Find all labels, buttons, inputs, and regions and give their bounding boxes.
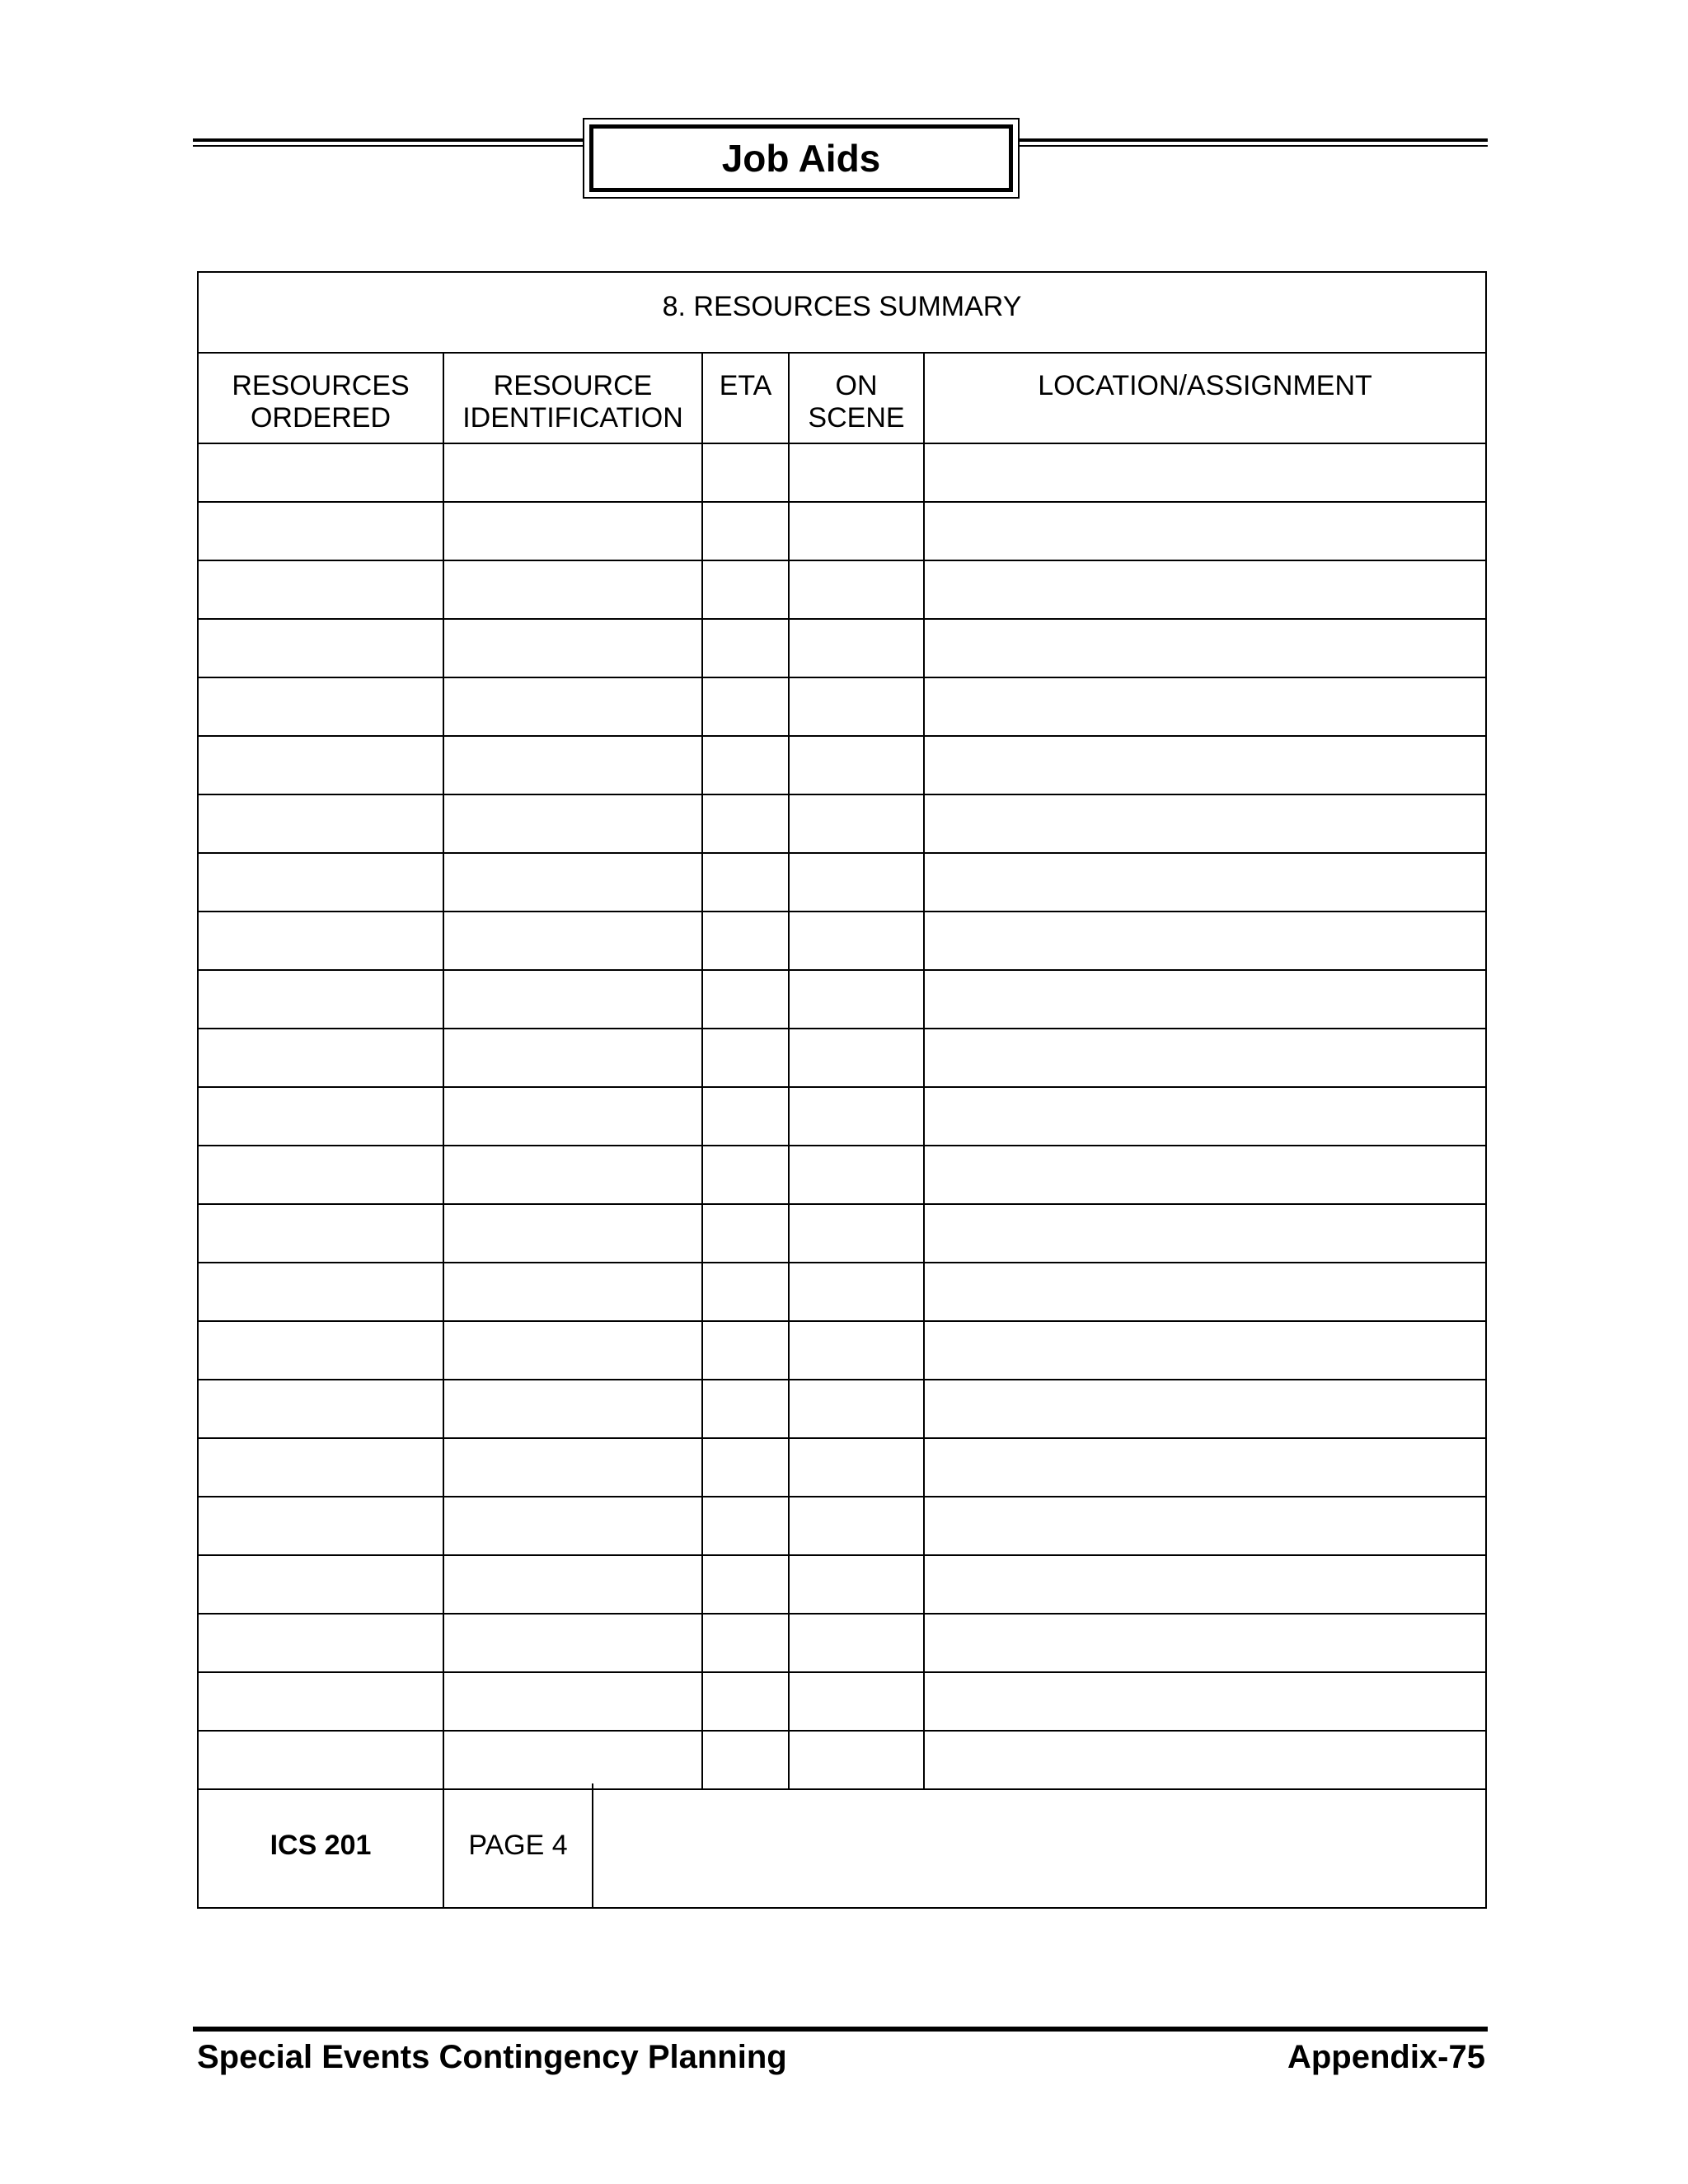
cell-eta[interactable] (702, 1087, 789, 1146)
cell-eta[interactable] (702, 1263, 789, 1321)
cell-on-scene[interactable] (789, 560, 924, 619)
table-row (198, 794, 1486, 853)
col-header-on-scene (789, 353, 924, 443)
page-title: Job Aids (589, 124, 1013, 192)
cell-resources-ordered[interactable] (198, 677, 443, 736)
cell-location-assignment[interactable] (924, 794, 1486, 853)
cell-on-scene[interactable] (789, 1614, 924, 1672)
col-header-resources-ordered (198, 353, 443, 443)
cell-resource-identification[interactable] (443, 1497, 702, 1555)
form-footer-table (197, 1783, 1487, 1909)
cell-location-assignment[interactable] (924, 1555, 1486, 1614)
cell-resources-ordered[interactable] (198, 1087, 443, 1146)
cell-resources-ordered[interactable] (198, 1204, 443, 1263)
cell-on-scene[interactable] (789, 1321, 924, 1380)
table-row (198, 912, 1486, 970)
cell-location-assignment[interactable] (924, 1438, 1486, 1497)
col-header-line: RESOURCE (493, 370, 653, 401)
header-title-box (583, 118, 1020, 199)
cell-on-scene[interactable] (789, 912, 924, 970)
cell-on-scene[interactable] (789, 443, 924, 502)
cell-on-scene[interactable] (789, 1380, 924, 1438)
cell-eta[interactable] (702, 677, 789, 736)
footer-document-title: Special Events Contingency Planning (197, 2039, 787, 2075)
cell-on-scene[interactable] (789, 1146, 924, 1204)
form-page-label: PAGE 4 (443, 1783, 593, 1908)
cell-eta[interactable] (702, 912, 789, 970)
cell-location-assignment[interactable] (924, 1263, 1486, 1321)
cell-eta[interactable] (702, 619, 789, 677)
cell-eta[interactable] (702, 560, 789, 619)
cell-resource-identification[interactable] (443, 1555, 702, 1614)
table-row (198, 1497, 1486, 1555)
cell-resources-ordered[interactable] (198, 1438, 443, 1497)
cell-location-assignment[interactable] (924, 1321, 1486, 1380)
table-row (198, 1321, 1486, 1380)
cell-eta[interactable] (702, 1029, 789, 1087)
cell-on-scene[interactable] (789, 853, 924, 912)
column-header-row (198, 353, 1486, 443)
cell-resource-identification[interactable] (443, 1204, 702, 1263)
cell-eta[interactable] (702, 1438, 789, 1497)
table-row (198, 1555, 1486, 1614)
cell-resources-ordered[interactable] (198, 619, 443, 677)
cell-resources-ordered[interactable] (198, 853, 443, 912)
cell-resources-ordered[interactable] (198, 1731, 443, 1789)
col-header-location-assignment (924, 353, 1486, 443)
cell-resources-ordered[interactable] (198, 443, 443, 502)
cell-resource-identification[interactable] (443, 970, 702, 1029)
cell-resource-identification[interactable] (443, 1321, 702, 1380)
col-header-line: RESOURCES (232, 370, 410, 401)
table-row (198, 970, 1486, 1029)
cell-location-assignment[interactable] (924, 853, 1486, 912)
cell-resource-identification[interactable] (443, 560, 702, 619)
cell-location-assignment[interactable] (924, 1146, 1486, 1204)
cell-on-scene[interactable] (789, 1672, 924, 1731)
cell-resource-identification[interactable] (443, 1672, 702, 1731)
cell-location-assignment[interactable] (924, 1204, 1486, 1263)
table-row (198, 736, 1486, 794)
cell-on-scene[interactable] (789, 1555, 924, 1614)
form-footer-blank[interactable] (593, 1783, 1486, 1908)
cell-location-assignment[interactable] (924, 560, 1486, 619)
table-row (198, 1204, 1486, 1263)
form-id: ICS 201 (198, 1783, 443, 1908)
cell-resources-ordered[interactable] (198, 1146, 443, 1204)
table-row (198, 677, 1486, 736)
table-row (198, 619, 1486, 677)
table-row (198, 1146, 1486, 1204)
table-row (198, 1614, 1486, 1672)
cell-resources-ordered[interactable] (198, 1555, 443, 1614)
section-title: 8. RESOURCES SUMMARY (198, 272, 1486, 353)
cell-on-scene[interactable] (789, 1438, 924, 1497)
cell-location-assignment[interactable] (924, 970, 1486, 1029)
cell-on-scene[interactable] (789, 1029, 924, 1087)
cell-location-assignment[interactable] (924, 443, 1486, 502)
cell-location-assignment[interactable] (924, 619, 1486, 677)
cell-resource-identification[interactable] (443, 1263, 702, 1321)
cell-on-scene[interactable] (789, 1731, 924, 1789)
cell-eta[interactable] (702, 1204, 789, 1263)
table-row (198, 1380, 1486, 1438)
cell-on-scene[interactable] (789, 1263, 924, 1321)
table-row (198, 1438, 1486, 1497)
cell-resources-ordered[interactable] (198, 1497, 443, 1555)
cell-resource-identification[interactable] (443, 794, 702, 853)
cell-location-assignment[interactable] (924, 736, 1486, 794)
cell-resource-identification[interactable] (443, 1087, 702, 1146)
table-row (198, 1087, 1486, 1146)
cell-eta[interactable] (702, 443, 789, 502)
cell-resources-ordered[interactable] (198, 1263, 443, 1321)
cell-resource-identification[interactable] (443, 1614, 702, 1672)
header-rule-left (193, 138, 583, 147)
cell-on-scene[interactable] (789, 502, 924, 560)
cell-on-scene[interactable] (789, 1497, 924, 1555)
cell-resources-ordered[interactable] (198, 736, 443, 794)
table-row (198, 853, 1486, 912)
cell-resource-identification[interactable] (443, 1731, 702, 1789)
table-row (198, 502, 1486, 560)
cell-eta[interactable] (702, 1555, 789, 1614)
table-row (198, 1029, 1486, 1087)
cell-location-assignment[interactable] (924, 912, 1486, 970)
cell-on-scene[interactable] (789, 794, 924, 853)
cell-resources-ordered[interactable] (198, 912, 443, 970)
cell-location-assignment[interactable] (924, 1614, 1486, 1672)
cell-on-scene[interactable] (789, 677, 924, 736)
cell-eta[interactable] (702, 502, 789, 560)
cell-resources-ordered[interactable] (198, 1029, 443, 1087)
cell-resources-ordered[interactable] (198, 560, 443, 619)
col-header-line: SCENE (808, 402, 905, 434)
table-row (198, 1672, 1486, 1731)
cell-resource-identification[interactable] (443, 443, 702, 502)
col-header-line: ETA (719, 370, 772, 401)
cell-on-scene[interactable] (789, 619, 924, 677)
cell-location-assignment[interactable] (924, 1380, 1486, 1438)
cell-location-assignment[interactable] (924, 677, 1486, 736)
cell-resources-ordered[interactable] (198, 1614, 443, 1672)
footer-rule (193, 2027, 1488, 2032)
col-header-line: ON (835, 370, 878, 401)
cell-resources-ordered[interactable] (198, 1672, 443, 1731)
cell-location-assignment[interactable] (924, 1087, 1486, 1146)
table-row (198, 560, 1486, 619)
cell-resource-identification[interactable] (443, 736, 702, 794)
cell-eta[interactable] (702, 1321, 789, 1380)
table-row (198, 443, 1486, 502)
cell-eta[interactable] (702, 1380, 789, 1438)
cell-on-scene[interactable] (789, 1087, 924, 1146)
cell-resource-identification[interactable] (443, 619, 702, 677)
cell-location-assignment[interactable] (924, 502, 1486, 560)
cell-eta[interactable] (702, 853, 789, 912)
cell-resource-identification[interactable] (443, 912, 702, 970)
cell-resource-identification[interactable] (443, 502, 702, 560)
cell-location-assignment[interactable] (924, 1731, 1486, 1789)
col-header-line: LOCATION/ASSIGNMENT (1038, 370, 1372, 401)
col-header-resource-identification (443, 353, 702, 443)
cell-eta[interactable] (702, 794, 789, 853)
cell-resources-ordered[interactable] (198, 794, 443, 853)
cell-resources-ordered[interactable] (198, 1380, 443, 1438)
cell-eta[interactable] (702, 1731, 789, 1789)
col-header-line: IDENTIFICATION (462, 402, 683, 434)
cell-location-assignment[interactable] (924, 1672, 1486, 1731)
cell-resources-ordered[interactable] (198, 970, 443, 1029)
cell-resources-ordered[interactable] (198, 502, 443, 560)
cell-on-scene[interactable] (789, 970, 924, 1029)
header-rule-right (1020, 138, 1488, 147)
cell-resource-identification[interactable] (443, 1146, 702, 1204)
cell-resource-identification[interactable] (443, 1029, 702, 1087)
table-row (198, 1263, 1486, 1321)
cell-resource-identification[interactable] (443, 1380, 702, 1438)
cell-location-assignment[interactable] (924, 1029, 1486, 1087)
cell-location-assignment[interactable] (924, 1497, 1486, 1555)
cell-resource-identification[interactable] (443, 677, 702, 736)
col-header-line: ORDERED (250, 402, 392, 434)
resources-summary-table (197, 271, 1487, 1790)
footer-page-number: Appendix-75 (1287, 2039, 1485, 2075)
col-header-eta (702, 353, 789, 443)
cell-eta[interactable] (702, 1614, 789, 1672)
table-row (198, 1731, 1486, 1789)
cell-eta[interactable] (702, 970, 789, 1029)
cell-eta[interactable] (702, 1672, 789, 1731)
cell-on-scene[interactable] (789, 1204, 924, 1263)
cell-on-scene[interactable] (789, 736, 924, 794)
cell-eta[interactable] (702, 1497, 789, 1555)
cell-eta[interactable] (702, 736, 789, 794)
cell-resource-identification[interactable] (443, 853, 702, 912)
cell-resources-ordered[interactable] (198, 1321, 443, 1380)
cell-eta[interactable] (702, 1146, 789, 1204)
cell-resource-identification[interactable] (443, 1438, 702, 1497)
